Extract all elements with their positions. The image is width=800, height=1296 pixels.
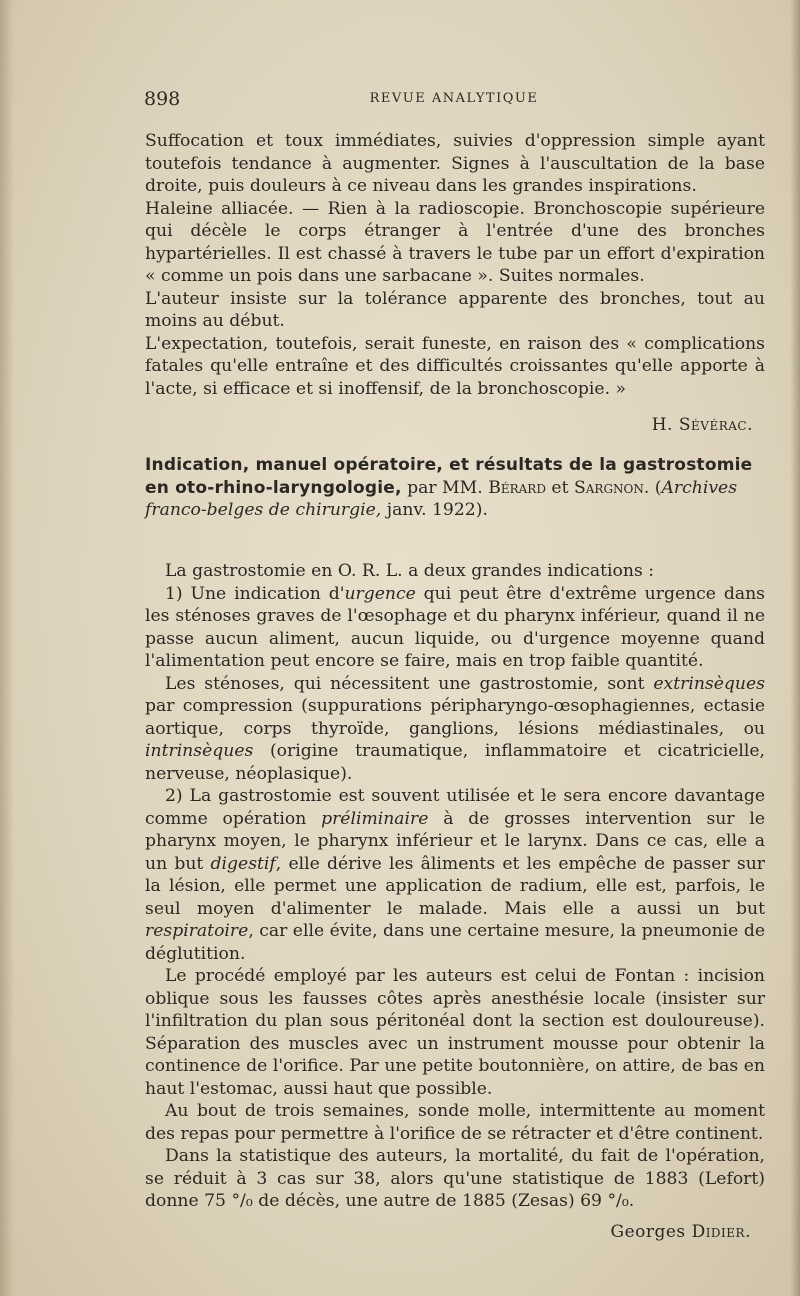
paragraph-5: Au bout de trois semaines, sonde molle, intermittente au moment des repas pour permettre à l'orifice de se rétracter et d'être continent. (145, 1101, 765, 1144)
article-body (145, 560, 765, 1243)
emphasis-respiratoire: respiratoire (145, 921, 249, 941)
previous-article-end (145, 130, 765, 437)
emphasis-digestif: digestif (210, 853, 276, 874)
paragraph: Suffocation et toux immédiates, suivies d'oppression simple ayant toutefois tendance à augmenter. Signes à l'auscultation de la base droite, puis douleurs à ce niveau dans les grandes inspirations. (145, 131, 765, 196)
paragraph-2: Les sténoses, qui nécessitent une gastrostomie, sont extrinsèques par compression (suppurations péripharyngo-œsophagiennes, ectasie aortique, corps thyroïde, ganglions, lésions médiastinales, ou intrinsèques (origine traumatique, inflammatoire et cicatricielle, nerveuse, néoplasique). (145, 673, 765, 784)
running-title: REVUE ANALYTIQUE (369, 91, 539, 106)
author-2: Sargnon. (573, 477, 650, 498)
article-signature (145, 1221, 765, 1244)
paragraph-1: 1) Une indication d'urgence qui peut être d'extrême urgence dans les sténoses graves de l'œsophage et du pharynx inférieur, quand il ne passe aucun aliment, aucun liquide, ou d'urgence moyenne quand l'alimentation peut encore se faire, mais en trop faible quantité. (145, 583, 765, 671)
emphasis-urgence: urgence (344, 583, 416, 604)
author-1: Bérard (488, 477, 546, 498)
signature-initial: H. (651, 415, 673, 435)
signature-surname: Didier. (691, 1221, 751, 1242)
journal-name: Archives franco-belges de chirurgie, (145, 477, 738, 520)
running-head (144, 88, 764, 112)
paragraph-intro: La gastrostomie en O. R. L. a deux grandes indications : (165, 561, 655, 581)
page-edge-right (790, 0, 800, 1296)
article-by: par MM. (407, 477, 483, 498)
paragraph-3: 2) La gastrostomie est souvent utilisée et le sera encore davantage comme opération préliminaire à de grosses intervention sur le pharynx moyen, le pharynx inférieur et le larynx. Dans ce cas, elle a un but digestif, elle dérive les âliments et les empêche de passer sur la lésion, elle permet une application de radium, elle est, parfois, le seul moyen d'alimenter le malade. Mais elle a aussi un but respiratoire, car elle évite, dans une certaine mesure, la pneumonie de déglutition. (145, 786, 766, 964)
emphasis-extrinseques: extrinsèques (653, 673, 765, 694)
emphasis-preliminaire: préliminaire (321, 808, 429, 829)
article-citation: Indication, manuel opératoire, et résultats de la gastrostomie en oto-rhino-laryngologie, par MM. Bérard et Sargnon. (Archives franco-belges de chirurgie, janv. 1922). (145, 455, 753, 520)
paragraph: L'expectation, toutefois, serait funeste, en raison des « complications fatales qu'elle entraîne et des difficultés croissantes qu'elle apporte à l'acte, si efficace et si inoffensif, de la bronchoscopie. » (145, 333, 765, 399)
paragraph-4: Le procédé employé par les auteurs est celui de Fontan : incision oblique sous les fausses côtes après anesthésie locale (insister sur l'infiltration du plan sous péritonéal dont la section est douloureuse). Séparation des muscles avec un instrument mousse pour obtenir la continence de l'orifice. Par une petite boutonnière, on attire, de bas en haut l'estomac, aussi haut que possible. (145, 966, 765, 1099)
article-title: Indication, manuel opératoire, et résultats de la gastrostomie en oto-rhino-laryngologie, (145, 455, 753, 498)
paragraph-6: Dans la statistique des auteurs, la mortalité, du fait de l'opération, se réduit à 3 cas sur 38, alors qu'une statistique de 1883 (Lefort) donne 75 °/₀ de décès, une autre de 1885 (Zesas) 69 °/₀. (145, 1146, 765, 1211)
paragraph: L'auteur insiste sur la tolérance apparente des bronches, tout au moins au début. (145, 288, 765, 331)
emphasis-intrinseques: intrinsèques (145, 741, 254, 761)
signature-first-name: Georges (610, 1221, 686, 1242)
page-number: 898 (144, 88, 181, 110)
paragraph: Haleine alliacée. — Rien à la radioscopie. Bronchoscopie supérieure qui décèle le corps étranger à l'entrée d'une des bronches hypartérielles. Il est chassé à travers le tube par un effort d'expiration « comme un pois dans une sarbacane ». Suites normales. (145, 198, 765, 286)
page-edge-left (0, 0, 14, 1296)
signature-surname: Sévérac. (678, 415, 753, 435)
journal-date: janv. 1922). (386, 500, 488, 520)
article-heading (145, 454, 765, 522)
signature (145, 414, 765, 437)
article-and: et (551, 477, 569, 498)
